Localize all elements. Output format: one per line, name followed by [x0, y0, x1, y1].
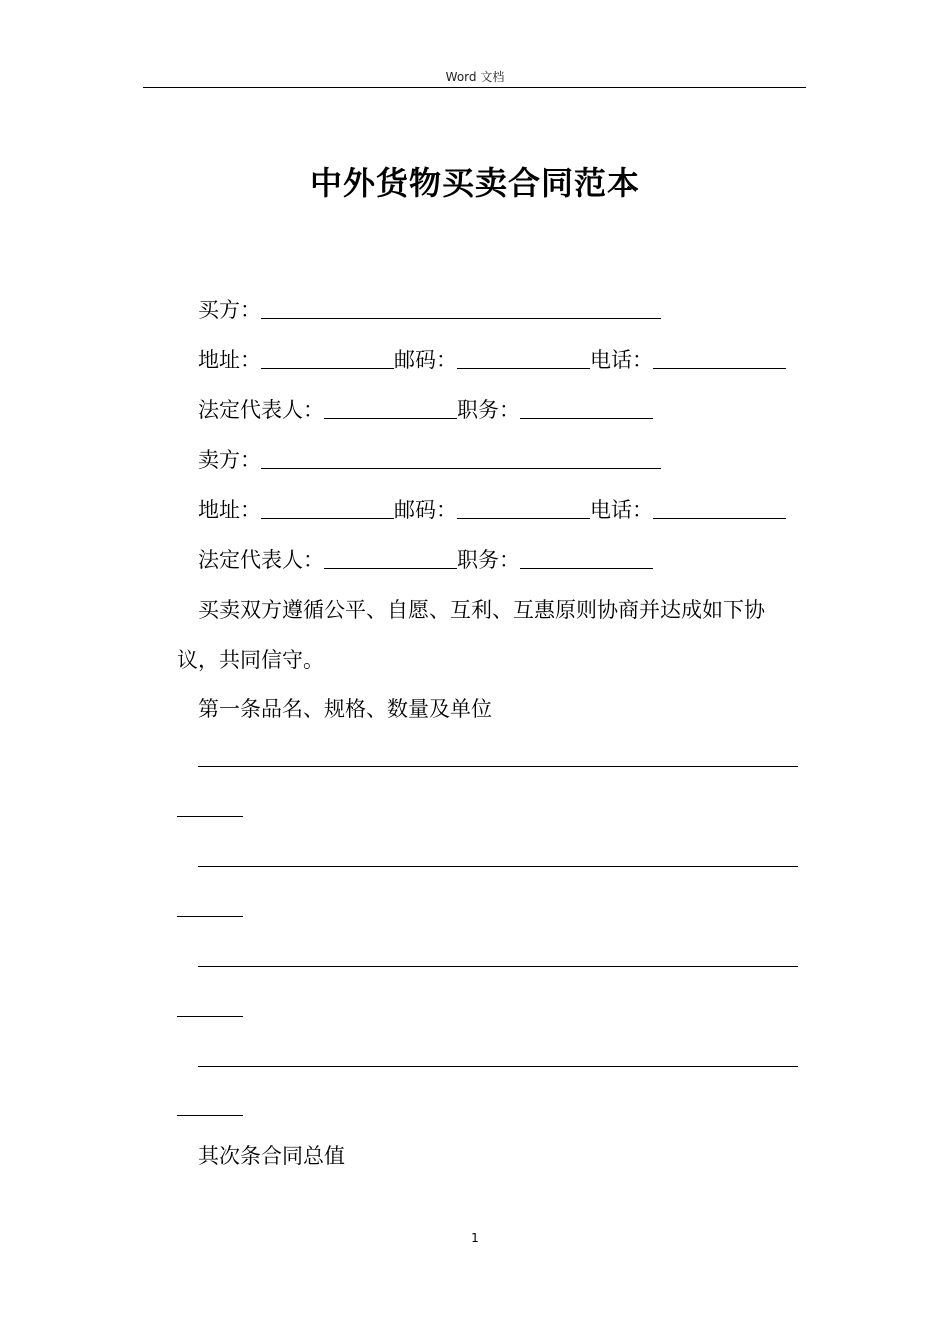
- seller-name-blank[interactable]: [261, 448, 661, 469]
- article1-fill-rule-cont[interactable]: [177, 1016, 243, 1017]
- buyer-postcode-label: 邮码：: [394, 348, 457, 372]
- header-rule: [143, 87, 806, 88]
- article1-fill-rule[interactable]: [198, 966, 798, 967]
- buyer-phone-blank[interactable]: [653, 348, 786, 369]
- article1-fill-rule-cont[interactable]: [177, 916, 243, 917]
- buyer-rep-label: 法定代表人：: [198, 398, 324, 422]
- seller-rep-label: 法定代表人：: [198, 548, 324, 572]
- document-title: 中外货物买卖合同范本: [309, 164, 640, 202]
- seller-position-blank[interactable]: [520, 548, 653, 569]
- intro-line-1: 买卖双方遵循公平、自愿、互利、互惠原则协商并达成如下协: [198, 598, 765, 622]
- article2-heading: 其次条合同总值: [198, 1144, 345, 1168]
- article1-heading: 第一条品名、规格、数量及单位: [198, 697, 492, 721]
- article1-fill-rule[interactable]: [198, 766, 798, 767]
- page-number: 1: [471, 1231, 479, 1245]
- article1-fill-rule[interactable]: [198, 1066, 798, 1067]
- buyer-rep-blank[interactable]: [324, 398, 457, 419]
- seller-rep-line: [198, 547, 653, 573]
- seller-address-blank[interactable]: [261, 498, 394, 519]
- article1-fill-rule-cont[interactable]: [177, 1115, 243, 1116]
- seller-label: 卖方：: [198, 448, 261, 472]
- buyer-name-blank[interactable]: [261, 298, 661, 319]
- article1-fill-rule-cont[interactable]: [177, 816, 243, 817]
- seller-contact-line: [198, 497, 786, 523]
- seller-line: [198, 447, 661, 473]
- seller-phone-blank[interactable]: [653, 498, 786, 519]
- buyer-line: [198, 297, 661, 323]
- buyer-contact-line: [198, 347, 786, 373]
- article1-fill-rule[interactable]: [198, 866, 798, 867]
- buyer-address-label: 地址：: [198, 348, 261, 372]
- intro-line-2: 议，共同信守。: [177, 648, 324, 672]
- seller-position-label: 职务：: [457, 548, 520, 572]
- buyer-phone-label: 电话：: [590, 348, 653, 372]
- buyer-position-blank[interactable]: [520, 398, 653, 419]
- header-label: Word 文档: [445, 70, 505, 84]
- buyer-label: 买方：: [198, 298, 261, 322]
- buyer-rep-line: [198, 397, 653, 423]
- buyer-address-blank[interactable]: [261, 348, 394, 369]
- seller-postcode-blank[interactable]: [457, 498, 590, 519]
- seller-rep-blank[interactable]: [324, 548, 457, 569]
- buyer-postcode-blank[interactable]: [457, 348, 590, 369]
- seller-phone-label: 电话：: [590, 498, 653, 522]
- seller-postcode-label: 邮码：: [394, 498, 457, 522]
- seller-address-label: 地址：: [198, 498, 261, 522]
- buyer-position-label: 职务：: [457, 398, 520, 422]
